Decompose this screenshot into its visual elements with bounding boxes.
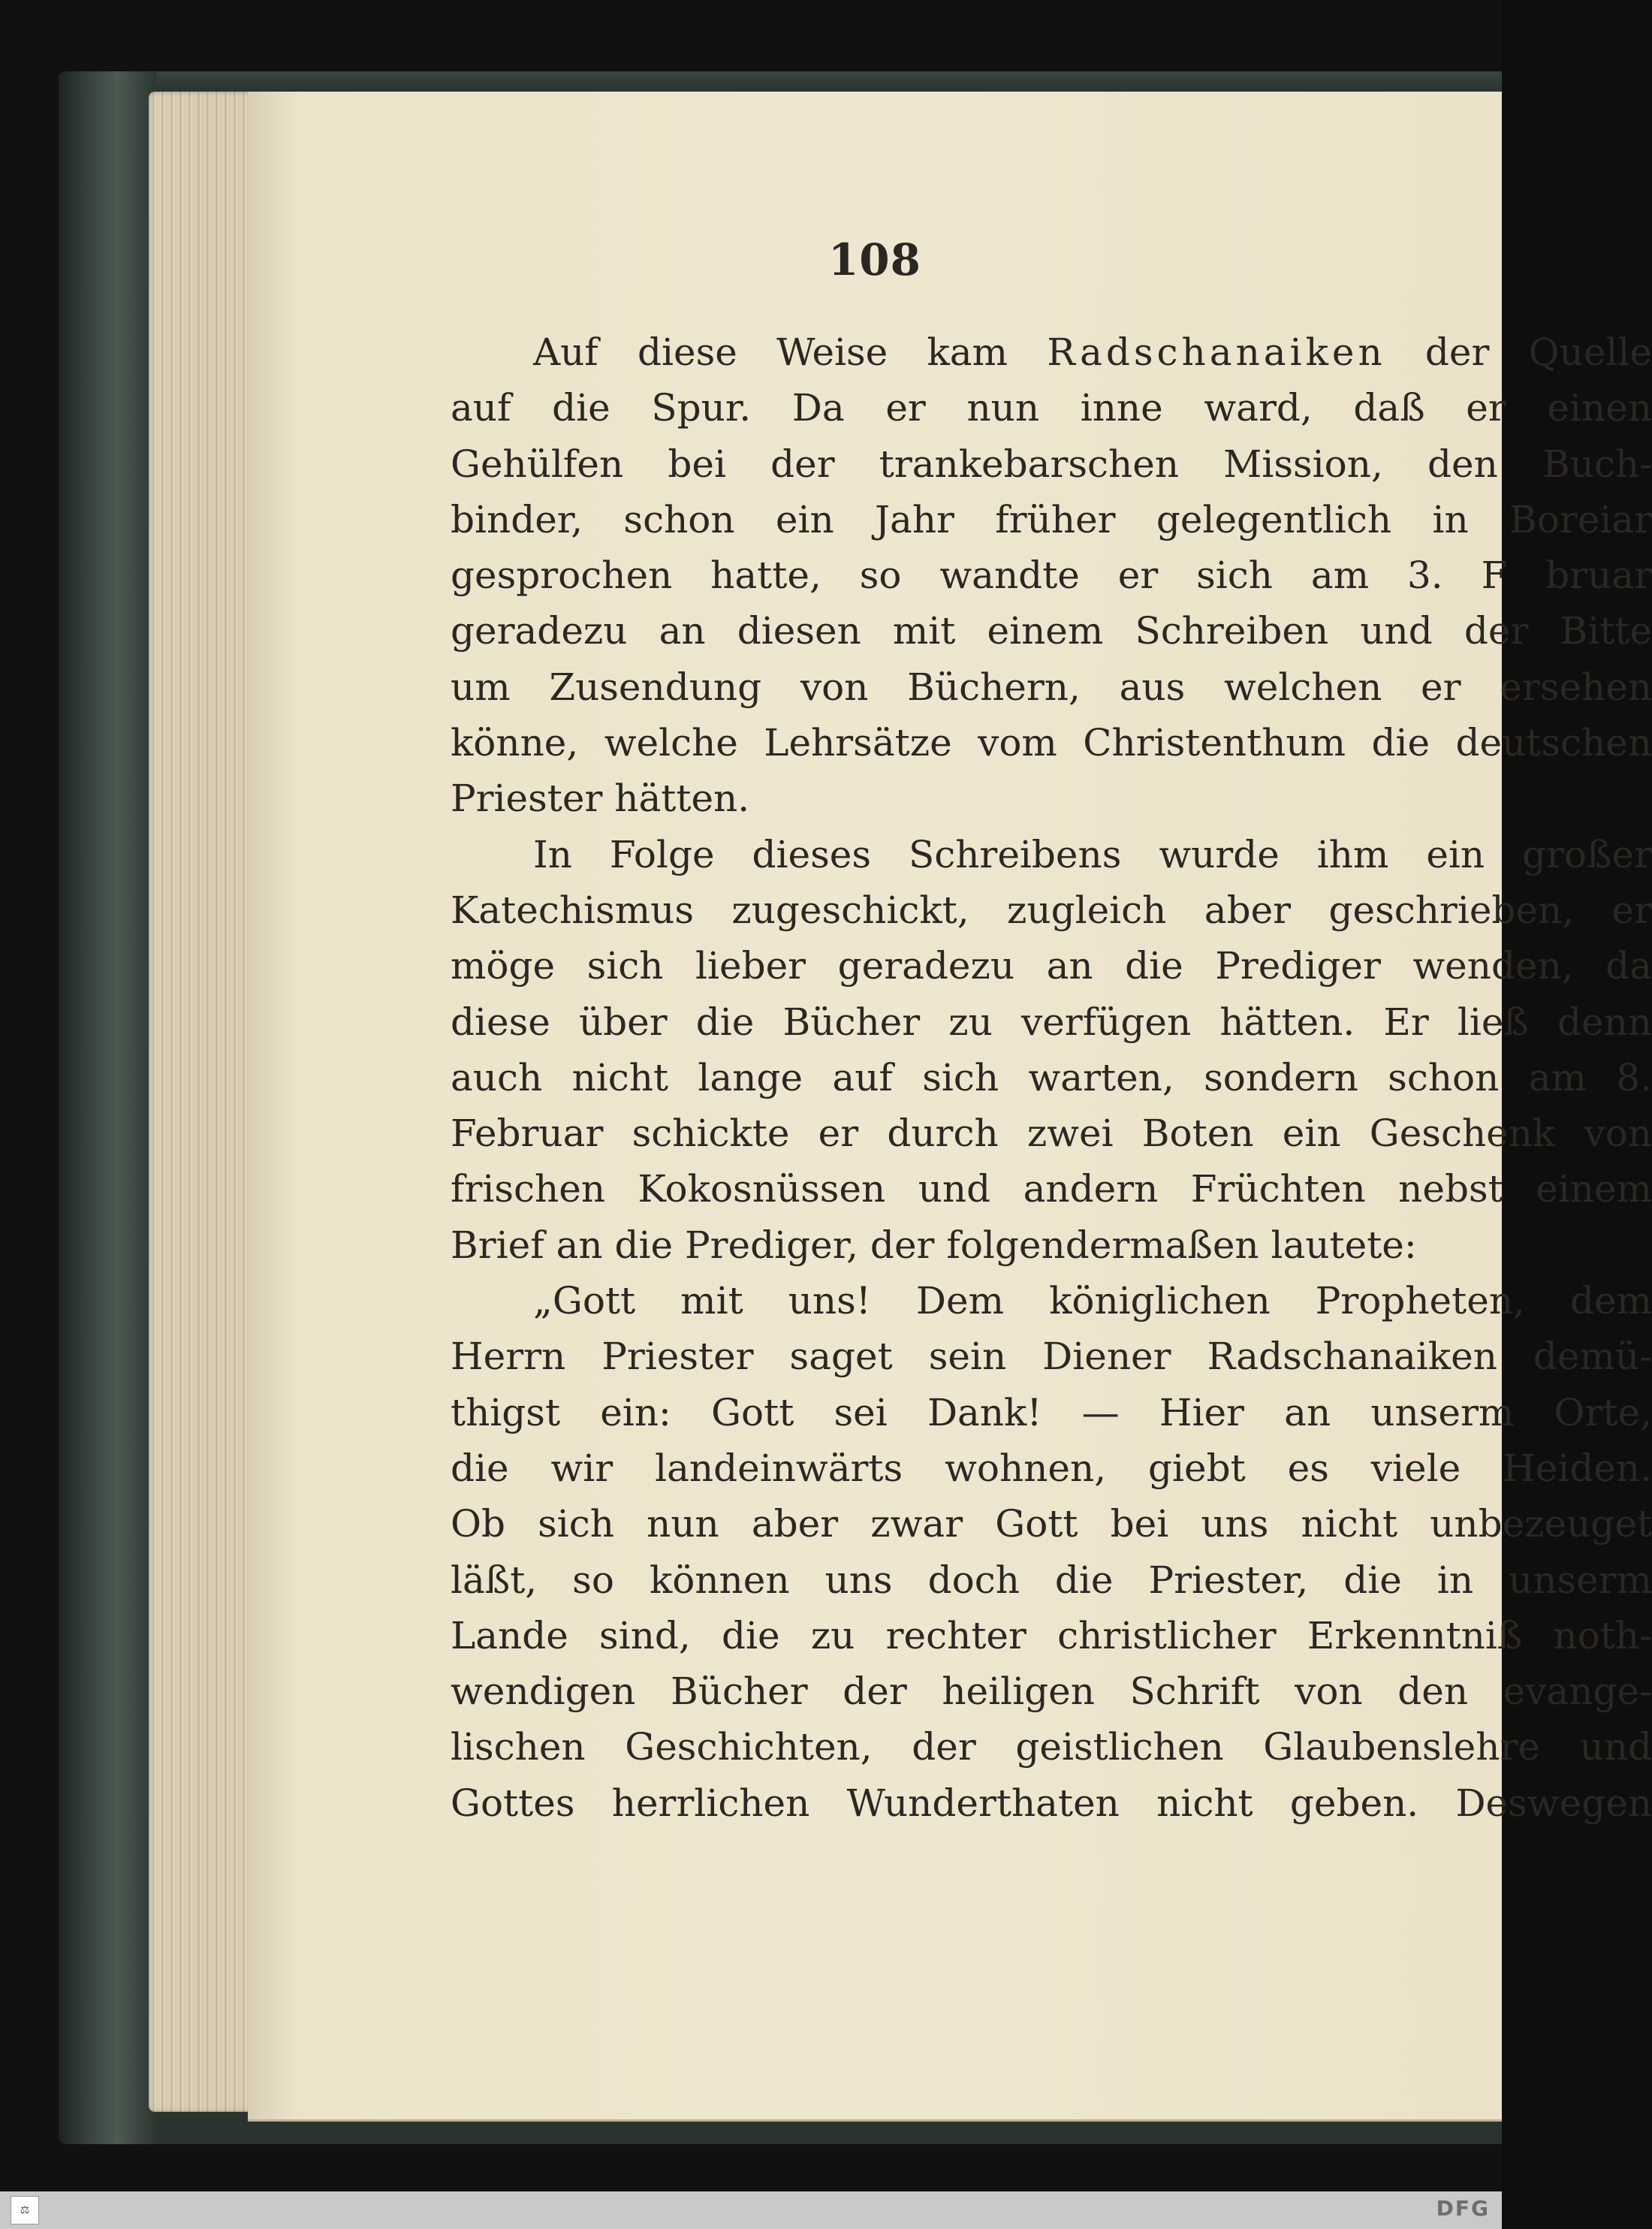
page-number: 108 bbox=[828, 234, 922, 285]
text-line-part: wendigen Bücher der heiligen Schrift von den evange- bbox=[451, 1669, 1652, 1714]
page-content bbox=[248, 92, 1652, 2119]
text-line bbox=[451, 1385, 1652, 1440]
text-line bbox=[451, 715, 1652, 771]
text-line bbox=[451, 547, 1652, 603]
viewer-footer-bar bbox=[0, 2191, 1502, 2229]
text-line-part: gesprochen hatte, so wandte er sich am 3. F bruar bbox=[451, 553, 1652, 598]
text-line-part: geradezu an diesen mit einem Schreiben und der Bitte bbox=[451, 609, 1652, 653]
text-line-part: frischen Kokosnüssen und andern Früchten nebst einem bbox=[451, 1167, 1652, 1211]
text-line-part: Katechismus zugeschickt, zugleich aber geschrieben, er bbox=[451, 888, 1652, 932]
text-line-part: könne, welche Lehrsätze vom Christenthum die deutschen bbox=[451, 721, 1652, 765]
text-line bbox=[451, 882, 1652, 938]
text-line bbox=[451, 938, 1652, 994]
text-line-part: thigst ein: Gott sei Dank! — Hier an unserm Orte, bbox=[451, 1390, 1652, 1434]
text-line-part: Gottes herrlichen Wunderthaten nicht geben. Deswegen bbox=[451, 1781, 1652, 1825]
text-line-part: läßt, so können uns doch die Priester, die in unserm bbox=[451, 1558, 1652, 1602]
paragraph bbox=[451, 827, 1652, 1273]
text-line bbox=[451, 771, 1652, 826]
text-line-part: möge sich lieber geradezu an die Prediger wenden, da bbox=[451, 944, 1652, 988]
text-line-part: binder, schon ein Jahr früher gelegentlich in Boreiar bbox=[451, 497, 1652, 541]
book-spine-edge bbox=[59, 71, 156, 2144]
paragraph bbox=[451, 1273, 1652, 1831]
book-page bbox=[248, 92, 1652, 2122]
text-line bbox=[451, 380, 1652, 436]
text-line-part: In Folge dieses Schreibens wurde ihm ein großer bbox=[533, 832, 1652, 876]
text-line-part: um Zusendung von Büchern, aus welchen er ersehen bbox=[451, 665, 1652, 709]
text-line-part: Ob sich nun aber zwar Gott bei uns nicht unbezeuget bbox=[451, 1502, 1652, 1546]
text-line bbox=[451, 436, 1652, 492]
text-line bbox=[451, 603, 1652, 659]
text-line-spaced-name: Radschanaiken bbox=[1047, 330, 1386, 374]
text-line bbox=[451, 492, 1652, 547]
text-line-part: Brief an die Prediger, der folgendermaßen lautete: bbox=[451, 1223, 1417, 1267]
text-line bbox=[451, 659, 1652, 715]
page-edges-stack bbox=[149, 92, 261, 2112]
text-line bbox=[451, 1440, 1652, 1496]
text-line-part: Auf diese Weise kam bbox=[533, 330, 1048, 374]
text-line bbox=[451, 1608, 1652, 1663]
text-line-part: „Gott mit uns! Dem königlichen Propheten, dem bbox=[533, 1279, 1652, 1323]
text-line-part: diese über die Bücher zu verfügen hätten. Er ließ denn bbox=[451, 1000, 1652, 1044]
text-line-part: auch nicht lange auf sich warten, sondern schon am 8. bbox=[451, 1055, 1652, 1099]
text-line-part: die wir landeinwärts wohnen, giebt es viele Heiden. bbox=[451, 1446, 1652, 1490]
text-line bbox=[451, 1161, 1652, 1217]
text-line bbox=[451, 994, 1652, 1050]
text-line-part: lischen Geschichten, der geistlichen Glaubenslehre und bbox=[451, 1725, 1652, 1769]
text-line-part: Priester hätten. bbox=[451, 777, 750, 821]
body-text bbox=[451, 324, 1652, 1831]
dfg-logo: DFG bbox=[1436, 2196, 1490, 2221]
text-line bbox=[451, 827, 1652, 882]
text-line bbox=[451, 1775, 1652, 1831]
text-line bbox=[451, 324, 1652, 380]
text-line-part: auf die Spur. Da er nun inne ward, daß er einen bbox=[451, 386, 1652, 430]
text-line bbox=[451, 1663, 1652, 1719]
text-line bbox=[451, 1105, 1652, 1161]
paragraph bbox=[451, 324, 1652, 827]
text-line bbox=[451, 1496, 1652, 1552]
text-line bbox=[451, 1329, 1652, 1384]
text-line-part: Februar schickte er durch zwei Boten ein Geschenk von bbox=[451, 1111, 1652, 1156]
text-line bbox=[451, 1719, 1652, 1775]
text-line-part: Herrn Priester saget sein Diener Radschanaiken demü- bbox=[451, 1335, 1652, 1379]
text-line bbox=[451, 1217, 1652, 1273]
text-line bbox=[451, 1050, 1652, 1105]
text-line-part: Gehülfen bei der trankebarschen Mission, den Buch- bbox=[451, 442, 1652, 486]
library-logo-icon[interactable]: ⚖ bbox=[11, 2196, 39, 2224]
text-line-part: der Quelle bbox=[1385, 330, 1652, 374]
text-line bbox=[451, 1273, 1652, 1329]
text-line bbox=[451, 1552, 1652, 1608]
text-line-part: Lande sind, die zu rechter christlicher Erkenntniß noth- bbox=[451, 1613, 1652, 1657]
